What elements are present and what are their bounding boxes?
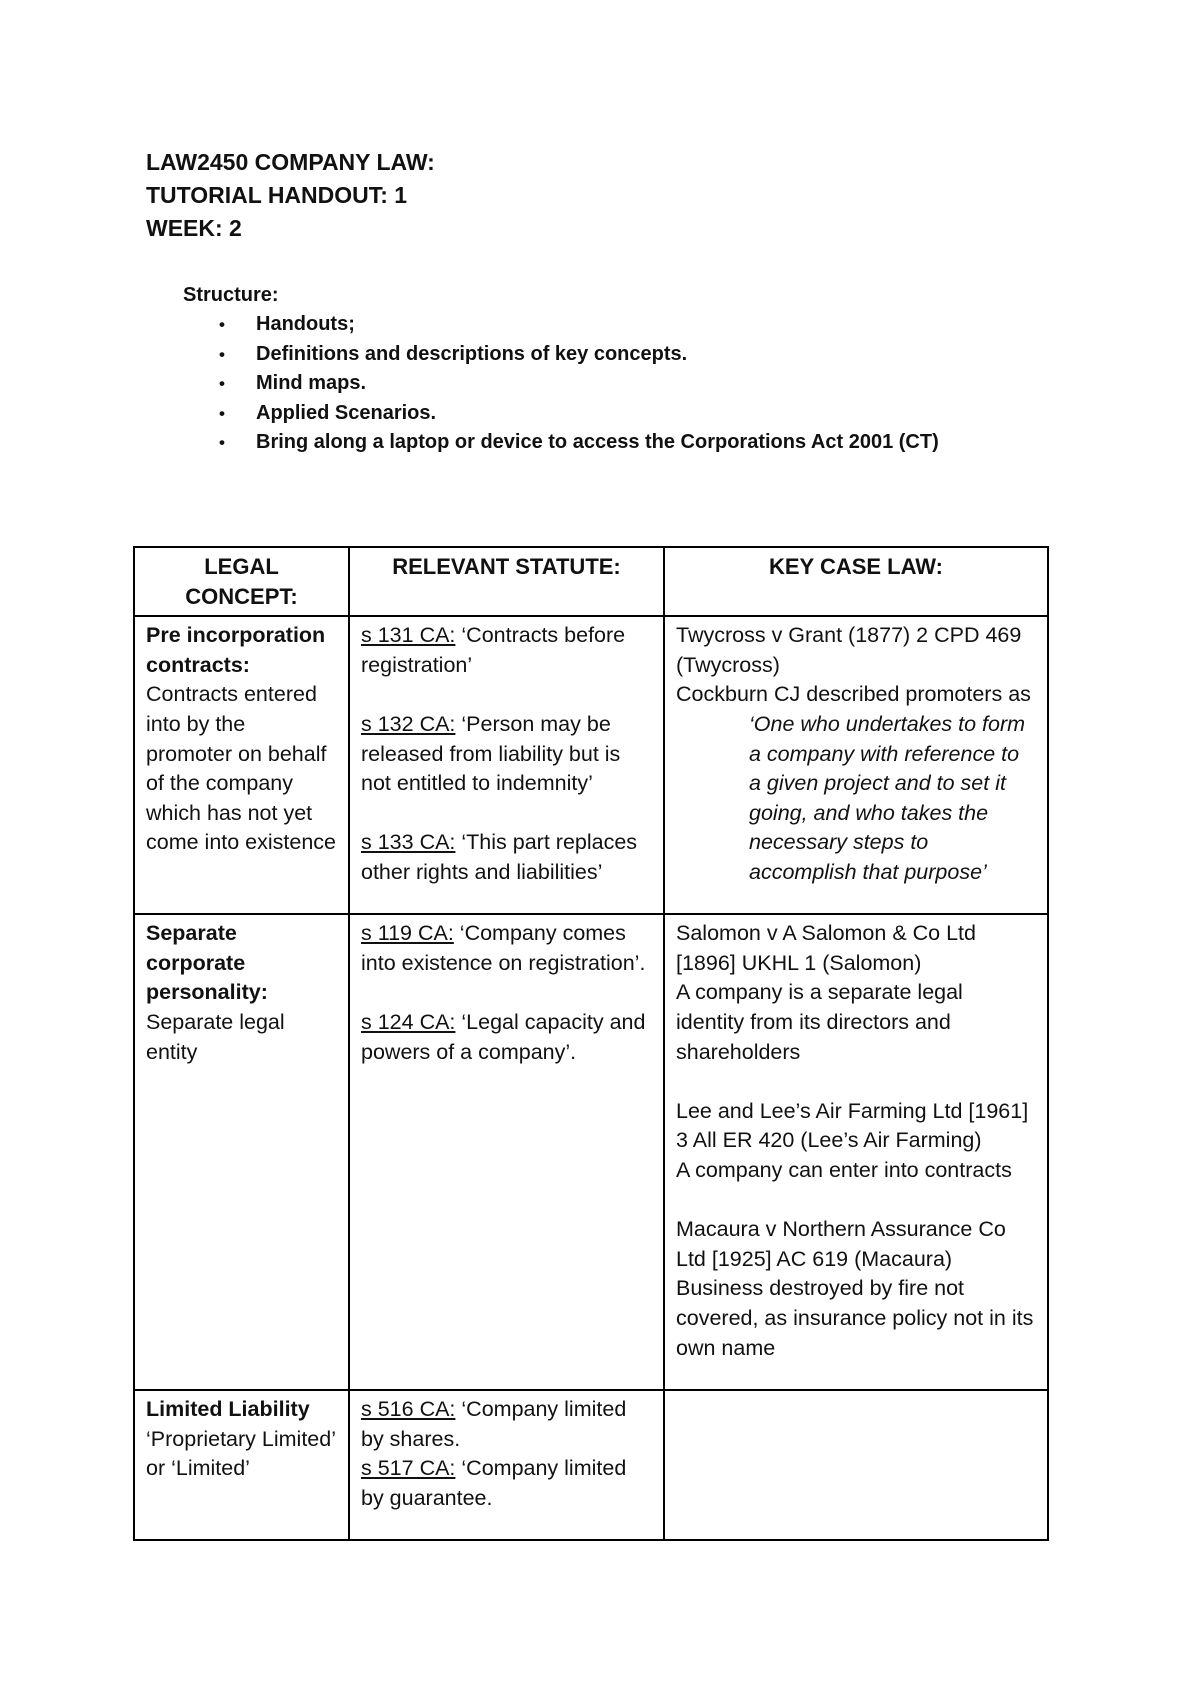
bullet-icon: • bbox=[219, 344, 225, 364]
structure-list bbox=[183, 310, 939, 458]
statute-ref: s 131 CA: bbox=[361, 623, 456, 648]
concept-title: Separate corporate personality: bbox=[146, 921, 268, 1005]
statute-cell bbox=[349, 1390, 664, 1540]
concept-description: Contracts entered into by the promoter on behalf of the company which has not yet come into existence bbox=[146, 682, 337, 855]
header-key-case-law: KEY CASE LAW: bbox=[664, 547, 1048, 616]
document-header bbox=[146, 146, 435, 245]
case-name: Macaura v Northern Assurance Co Ltd [1925] AC 619 (Macaura) bbox=[676, 1217, 1006, 1271]
statute-text: ‘Company limited by shares. bbox=[361, 1397, 627, 1451]
table-header-row bbox=[134, 547, 1048, 616]
statute-ref: s 132 CA: bbox=[361, 711, 456, 736]
case-name: Twycross v Grant (1877) 2 CPD 469 (Twycross) bbox=[676, 623, 1022, 677]
table-row bbox=[134, 616, 1048, 914]
table-row bbox=[134, 914, 1048, 1390]
statute-ref: s 517 CA: bbox=[361, 1456, 456, 1481]
statute-text: ‘Company limited by guarantee. bbox=[361, 1456, 627, 1510]
bullet-icon: • bbox=[219, 403, 225, 423]
statute-text: ‘Contracts before registration’ bbox=[361, 623, 626, 677]
case-cell bbox=[664, 914, 1048, 1390]
statute-ref: s 133 CA: bbox=[361, 830, 456, 855]
header-legal-concept: LEGAL CONCEPT: bbox=[134, 547, 349, 616]
statute-text: ‘Legal capacity and powers of a company’. bbox=[361, 1009, 646, 1064]
list-item: • Mind maps. bbox=[183, 369, 939, 399]
structure-section bbox=[183, 280, 939, 458]
statute-cell bbox=[349, 616, 664, 914]
concept-title: Limited Liability bbox=[146, 1397, 310, 1422]
concept-cell bbox=[134, 1390, 349, 1540]
list-item: • Applied Scenarios. bbox=[183, 399, 939, 429]
bullet-icon: • bbox=[219, 315, 225, 334]
concept-cell bbox=[134, 616, 349, 914]
statute-text: ‘This part replaces other rights and liabilities’ bbox=[361, 830, 638, 884]
statute-text: ‘Person may be released from liability but is not entitled to indemnity’ bbox=[361, 711, 621, 796]
case-cell-empty bbox=[664, 1390, 1048, 1540]
header-relevant-statute: RELEVANT STATUTE: bbox=[349, 547, 664, 616]
course-title: LAW2450 COMPANY LAW: bbox=[146, 149, 435, 175]
concept-description: ‘Proprietary Limited’ or ‘Limited’ bbox=[146, 1426, 336, 1481]
statute-ref: s 124 CA: bbox=[361, 1009, 456, 1034]
concept-description: Separate legal entity bbox=[146, 1009, 285, 1064]
statute-cell bbox=[349, 914, 664, 1390]
case-note: Cockburn CJ described promoters as bbox=[676, 682, 1031, 707]
list-item: • Handouts; bbox=[183, 310, 939, 340]
week-label: WEEK: 2 bbox=[146, 215, 242, 241]
concept-title: Pre incorporation contracts: bbox=[146, 623, 326, 677]
statute-ref: s 516 CA: bbox=[361, 1397, 456, 1422]
case-quote: ‘One who undertakes to form a company with reference to a given project and to set it going, and who takes the necessary steps to accomplish that purpose’ bbox=[749, 711, 1026, 884]
list-item: • Definitions and descriptions of key concepts. bbox=[183, 340, 939, 370]
case-cell bbox=[664, 616, 1048, 914]
concept-cell bbox=[134, 914, 349, 1390]
statute-ref: s 119 CA: bbox=[361, 921, 454, 946]
case-name: Salomon v A Salomon & Co Ltd [1896] UKHL 1 (Salomon) bbox=[676, 921, 976, 975]
bullet-icon: • bbox=[219, 374, 225, 394]
table-row bbox=[134, 1390, 1048, 1540]
structure-label: Structure: bbox=[183, 284, 279, 306]
concepts-table bbox=[133, 546, 1049, 1541]
statute-text: ‘Company comes into existence on registration’. bbox=[361, 921, 646, 975]
bullet-icon: • bbox=[219, 433, 225, 453]
case-note: Business destroyed by fire not covered, as insurance policy not in its own name bbox=[676, 1276, 1034, 1360]
case-note: A company can enter into contracts bbox=[676, 1157, 1012, 1182]
case-name: Lee and Lee’s Air Farming Ltd [1961] 3 All ER 420 (Lee’s Air Farming) bbox=[676, 1098, 1029, 1153]
list-item: • Bring along a laptop or device to access the Corporations Act 2001 (CT) bbox=[183, 428, 939, 458]
handout-title: TUTORIAL HANDOUT: 1 bbox=[146, 182, 408, 208]
case-note: A company is a separate legal identity from its directors and shareholders bbox=[676, 980, 963, 1064]
